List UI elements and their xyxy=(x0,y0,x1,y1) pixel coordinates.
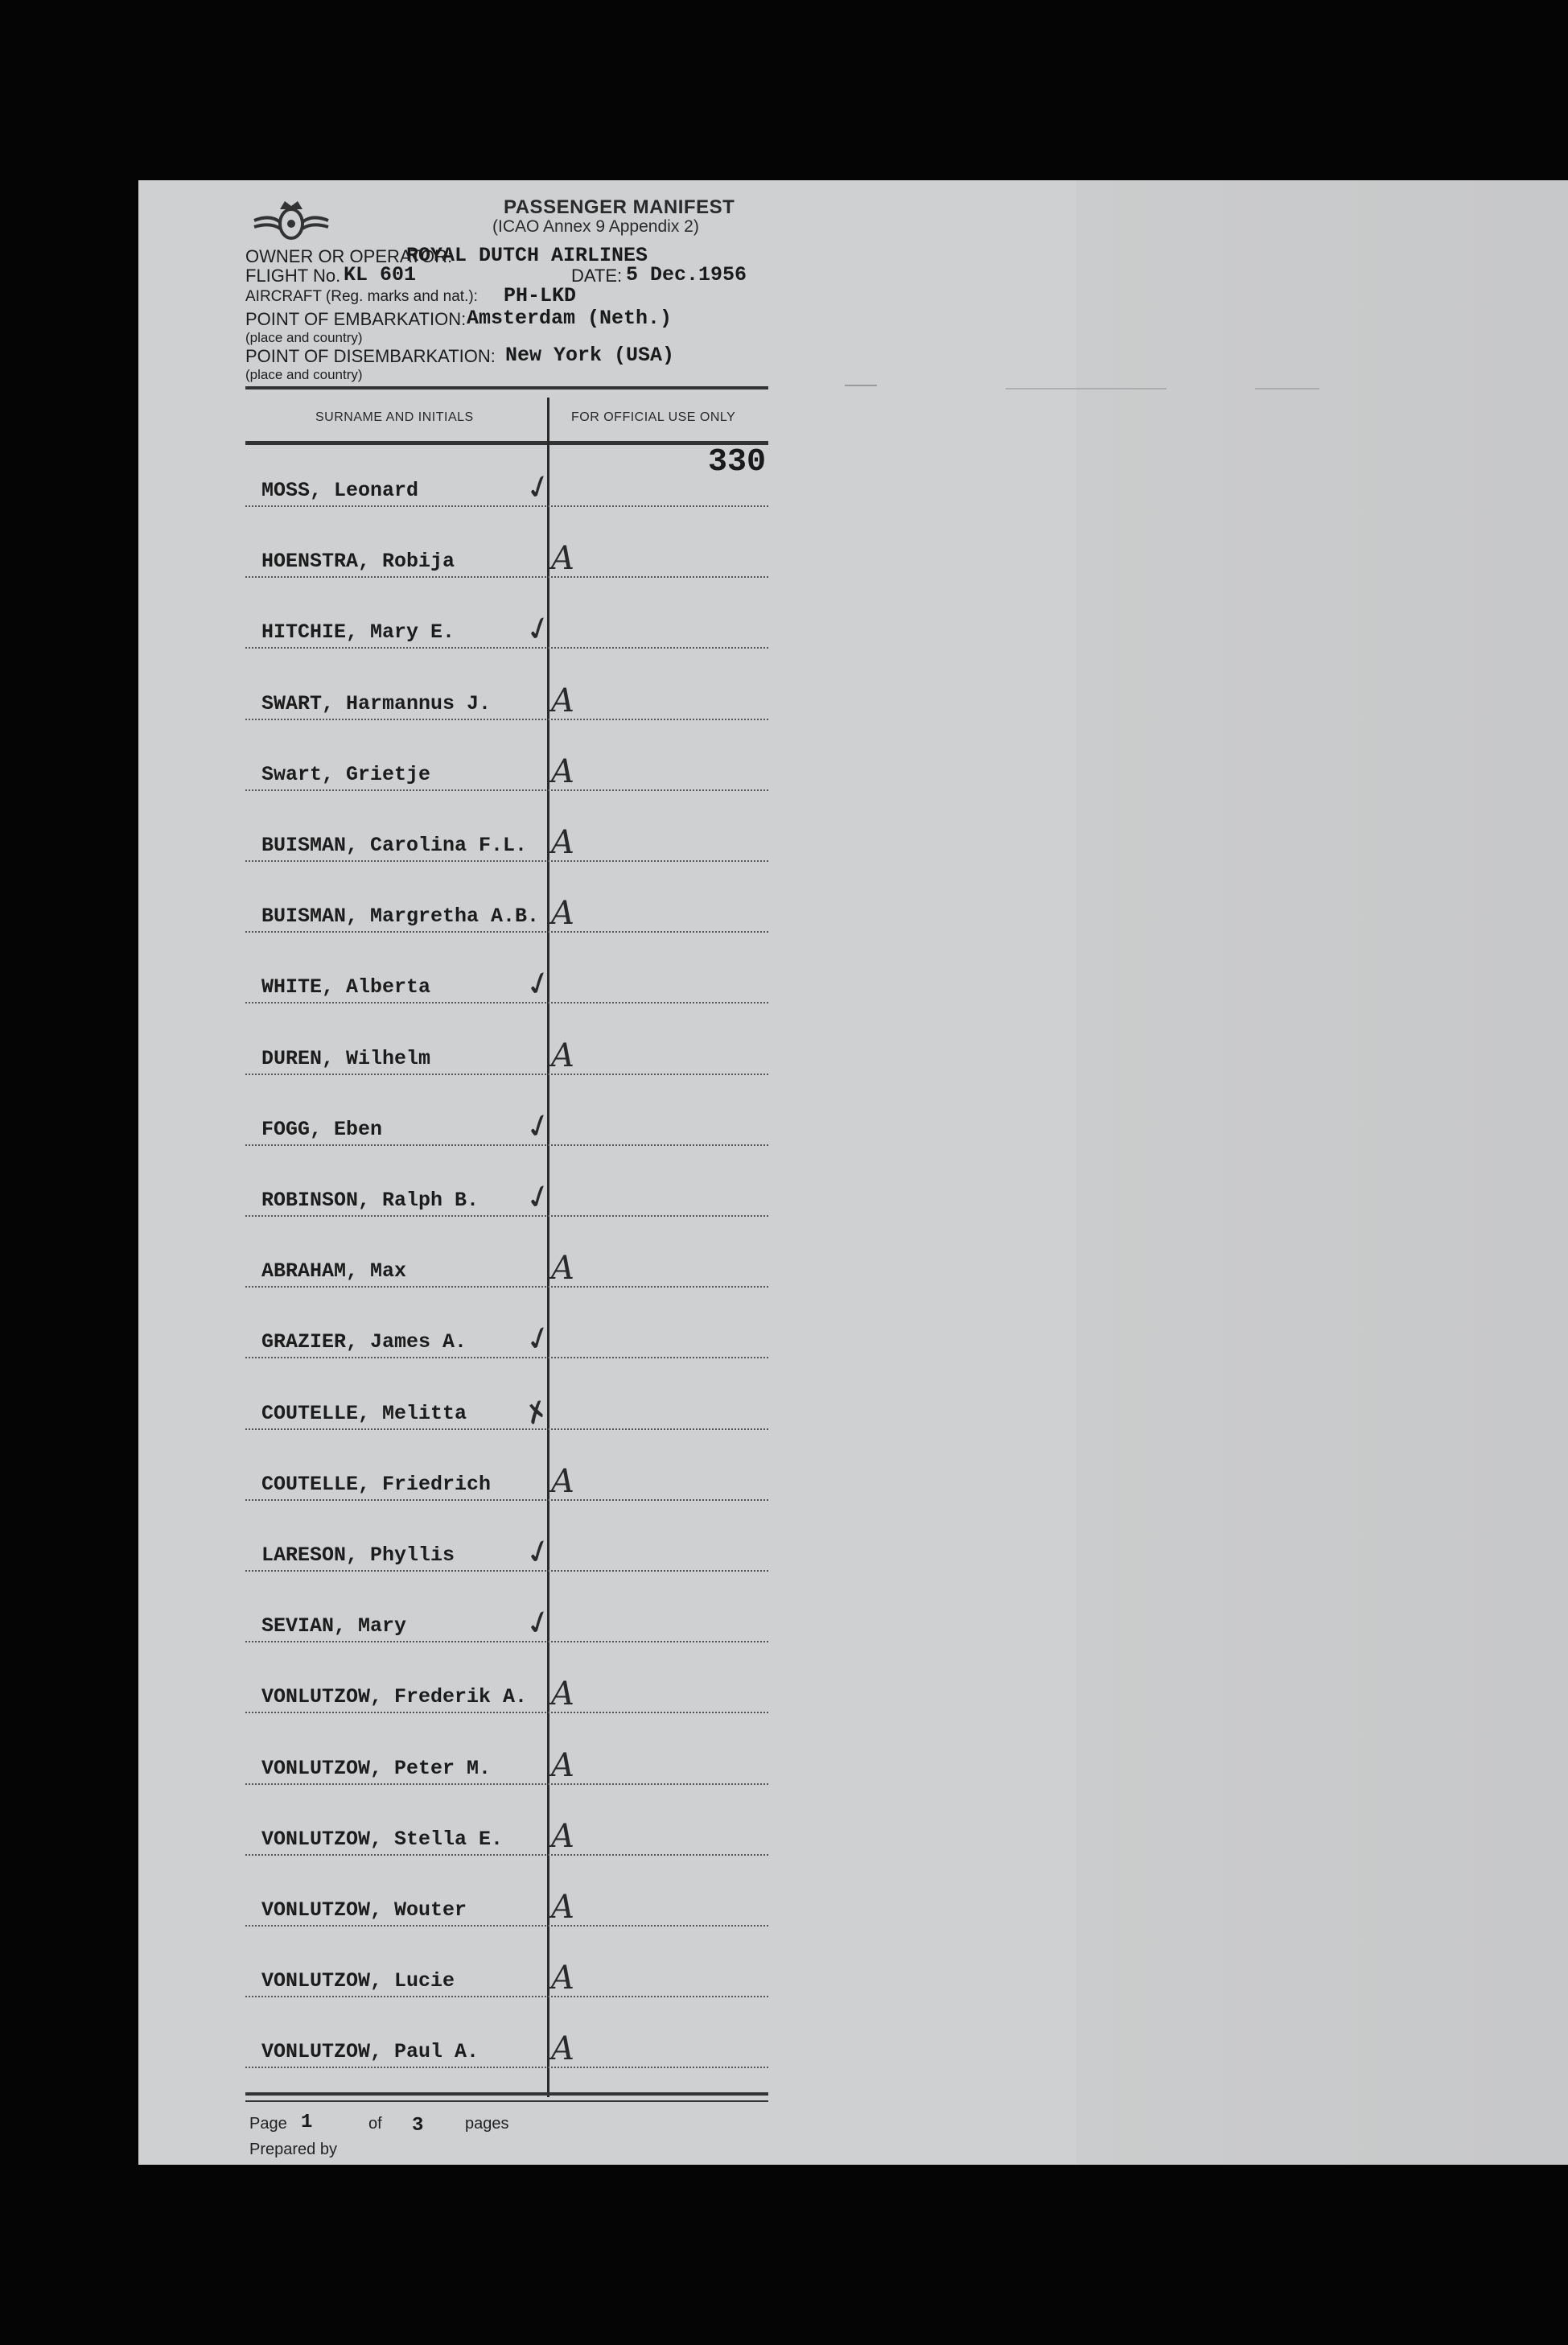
passenger-row xyxy=(245,1864,768,1935)
official-mark: ✓ xyxy=(520,1530,558,1575)
row-ruling xyxy=(245,1854,768,1856)
stray-mark xyxy=(845,385,877,386)
row-ruling xyxy=(245,2067,768,2068)
passenger-name: SWART, Harmannus J. xyxy=(261,691,492,715)
official-mark: ✓ xyxy=(520,962,558,1007)
official-mark: ✗ xyxy=(521,1393,554,1432)
official-mark: A xyxy=(551,682,574,719)
passenger-row xyxy=(245,1651,768,1721)
official-mark: A xyxy=(551,540,574,578)
official-use-column-header: FOR OFFICIAL USE ONLY xyxy=(571,410,736,424)
passenger-row xyxy=(245,941,768,1012)
passenger-name: HOENSTRA, Robija xyxy=(261,550,455,574)
official-mark: A xyxy=(551,824,574,861)
passenger-row xyxy=(245,515,768,586)
row-ruling xyxy=(245,1215,768,1217)
passenger-name: VONLUTZOW, Peter M. xyxy=(261,1756,492,1780)
passenger-name: ROBINSON, Ralph B. xyxy=(261,1189,479,1212)
disembarkation-value: New York (USA) xyxy=(505,344,675,367)
passenger-row xyxy=(245,1225,768,1296)
passenger-row xyxy=(245,2005,768,2076)
passenger-row xyxy=(245,1296,768,1366)
row-ruling xyxy=(245,1996,768,1997)
passenger-row xyxy=(245,657,768,728)
row-ruling xyxy=(245,1499,768,1501)
passenger-name: HITCHIE, Mary E. xyxy=(261,620,455,645)
passenger-name: VONLUTZOW, Paul A. xyxy=(261,2040,479,2064)
passenger-name: VONLUTZOW, Stella E. xyxy=(261,1827,504,1851)
official-mark: A xyxy=(551,1746,574,1784)
passenger-name: SEVIAN, Mary xyxy=(261,1614,407,1638)
surname-column-header: SURNAME AND INITIALS xyxy=(315,410,474,424)
official-mark: ✓ xyxy=(520,608,558,652)
row-ruling xyxy=(245,1712,768,1713)
passenger-row xyxy=(245,1580,768,1651)
passenger-row xyxy=(245,799,768,870)
passenger-row xyxy=(245,1722,768,1793)
manifest-title: PASSENGER MANIFEST xyxy=(504,196,735,218)
of-label: of xyxy=(368,2115,382,2133)
row-ruling xyxy=(245,576,768,578)
page-number: 1 xyxy=(301,2112,313,2133)
disembarkation-label: POINT OF DISEMBARKATION: xyxy=(245,346,496,366)
aircraft-value: PH-LKD xyxy=(504,284,577,307)
official-mark: A xyxy=(551,1250,574,1288)
passenger-row xyxy=(245,1012,768,1083)
disembarkation-note: (place and country) xyxy=(245,367,363,382)
embarkation-value: Amsterdam (Neth.) xyxy=(467,307,673,330)
official-mark: A xyxy=(551,1462,574,1500)
official-mark: A xyxy=(551,895,574,933)
passenger-name: LARESON, Phyllis xyxy=(261,1543,455,1567)
passenger-name: COUTELLE, Friedrich xyxy=(261,1472,492,1496)
row-ruling xyxy=(245,647,768,649)
row-ruling xyxy=(245,931,768,933)
official-mark: A xyxy=(551,752,574,790)
official-mark: A xyxy=(551,2030,574,2068)
bottom-rule xyxy=(245,2092,768,2096)
row-ruling xyxy=(245,1641,768,1642)
row-ruling xyxy=(245,860,768,862)
passenger-name: VONLUTZOW, Lucie xyxy=(261,1969,455,1993)
pages-label: pages xyxy=(465,2115,509,2133)
passenger-row xyxy=(245,728,768,799)
passenger-row xyxy=(245,1935,768,2005)
owner-label: OWNER OR OPERATOR: xyxy=(245,246,453,266)
official-mark: A xyxy=(551,1675,574,1713)
row-ruling xyxy=(245,505,768,507)
official-mark: A xyxy=(551,1889,574,1926)
blank-page-area xyxy=(1076,180,1568,2165)
passenger-row xyxy=(245,586,768,657)
stray-mark xyxy=(1006,388,1167,389)
passenger-name: VONLUTZOW, Frederik A. xyxy=(261,1685,528,1709)
official-mark: ✓ xyxy=(520,1175,558,1220)
row-ruling xyxy=(245,1428,768,1430)
official-mark: ✓ xyxy=(520,1601,558,1646)
passenger-name: ABRAHAM, Max xyxy=(261,1259,407,1284)
row-ruling xyxy=(245,1002,768,1004)
passenger-name: Swart, Grietje xyxy=(261,762,431,786)
passenger-row xyxy=(245,444,768,515)
official-number: 330 xyxy=(708,444,767,480)
passenger-name: FOGG, Eben xyxy=(261,1117,383,1141)
row-ruling xyxy=(245,719,768,720)
header-rule xyxy=(245,386,768,389)
aircraft-label: AIRCRAFT (Reg. marks and nat.): xyxy=(245,288,478,305)
passenger-name: BUISMAN, Margretha A.B. xyxy=(261,905,540,929)
flight-value: KL 601 xyxy=(344,263,417,286)
official-mark: ✓ xyxy=(520,1317,558,1362)
passenger-name: WHITE, Alberta xyxy=(261,975,431,999)
prepared-by-label: Prepared by xyxy=(249,2141,337,2158)
total-pages: 3 xyxy=(412,2115,424,2137)
official-mark: A xyxy=(551,1817,574,1855)
passenger-row xyxy=(245,1083,768,1154)
date-value: 5 Dec.1956 xyxy=(626,263,747,286)
passenger-name: DUREN, Wilhelm xyxy=(261,1046,431,1070)
row-ruling xyxy=(245,1286,768,1288)
stray-mark xyxy=(1255,388,1319,389)
klm-crown-logo-icon xyxy=(251,192,331,249)
bottom-rule-2 xyxy=(245,2100,768,2102)
passenger-name: COUTELLE, Melitta xyxy=(261,1401,467,1425)
passenger-row xyxy=(245,870,768,941)
official-mark: ✓ xyxy=(520,1104,558,1148)
row-ruling xyxy=(245,1357,768,1358)
row-ruling xyxy=(245,1925,768,1927)
passenger-row xyxy=(245,1509,768,1580)
passenger-row xyxy=(245,1438,768,1509)
owner-value: ROYAL DUTCH AIRLINES xyxy=(406,244,648,267)
row-ruling xyxy=(245,1783,768,1785)
passenger-name: BUISMAN, Carolina F.L. xyxy=(261,834,528,857)
embarkation-note: (place and country) xyxy=(245,330,363,345)
manifest-subtitle: (ICAO Annex 9 Appendix 2) xyxy=(492,217,699,236)
row-ruling xyxy=(245,1144,768,1146)
embarkation-label: POINT OF EMBARKATION: xyxy=(245,309,467,329)
passenger-row xyxy=(245,1793,768,1864)
row-ruling xyxy=(245,789,768,791)
passenger-name: MOSS, Leonard xyxy=(261,479,419,502)
passenger-name: VONLUTZOW, Wouter xyxy=(261,1898,467,1922)
passenger-name: GRAZIER, James A. xyxy=(261,1330,467,1354)
flight-label: FLIGHT No. xyxy=(245,266,341,286)
row-ruling xyxy=(245,1570,768,1572)
row-ruling xyxy=(245,1074,768,1075)
official-mark: A xyxy=(551,1036,574,1074)
date-label: DATE: xyxy=(571,266,623,286)
passenger-row xyxy=(245,1367,768,1438)
official-mark: A xyxy=(551,1960,574,1997)
official-mark: ✓ xyxy=(520,465,558,510)
page-label: Page xyxy=(249,2115,287,2133)
passenger-row xyxy=(245,1154,768,1225)
